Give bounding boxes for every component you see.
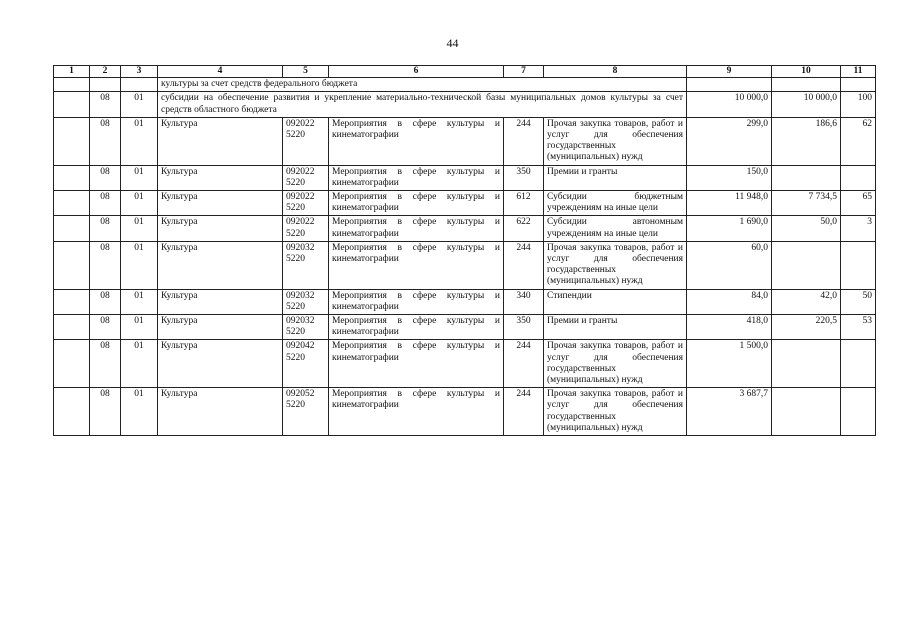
table-cell [54,388,90,436]
expense-type-code: 612 [504,191,544,216]
section-code: 08 [90,92,121,117]
target-article-code-part: 5220 [286,254,305,265]
page-number: 44 [446,36,459,50]
table-cell [121,78,158,92]
execution-percent: 50 [841,289,876,314]
execution-percent [841,340,876,388]
expense-type-name: Премии и гранты [544,165,687,190]
target-article-code-part: 5220 [286,177,305,188]
target-article-code [283,315,329,340]
target-article-code-part: 5220 [286,327,305,338]
activity-name: Мероприятия в сфере культуры и кинематографии [329,165,504,190]
table-row [54,241,876,289]
expense-type-name: Субсидии бюджетным учреждениям на иные цели [544,191,687,216]
target-article-code-part: 092052 [286,389,315,400]
planned-amount: 418,0 [687,315,772,340]
expense-type-name: Премии и гранты [544,315,687,340]
activity-name: Мероприятия в сфере культуры и кинематографии [329,191,504,216]
planned-amount: 11 948,0 [687,191,772,216]
subsection-code: 01 [121,289,158,314]
planned-amount: 299,0 [687,117,772,165]
execution-percent: 100 [841,92,876,117]
table-cell [841,78,876,92]
expense-type-code: 244 [504,388,544,436]
planned-amount: 1 500,0 [687,340,772,388]
subsection-code: 01 [121,241,158,289]
continuation-row [54,78,876,92]
target-article-code-part: 092032 [286,290,315,301]
table-row [54,340,876,388]
section-code: 08 [90,388,121,436]
executed-amount [772,388,841,436]
table-row [54,289,876,314]
expense-type-name: Прочая закупка товаров, работ и услуг для обеспечения государственных (муниципальных) нужд [544,388,687,436]
table-cell [54,92,90,117]
table-row [54,191,876,216]
expense-type-name: Прочая закупка товаров, работ и услуг для обеспечения государственных (муниципальных) нужд [544,340,687,388]
column-header: 6 [329,66,504,78]
executed-amount [772,340,841,388]
subsidy-row [54,92,876,117]
planned-amount: 3 687,7 [687,388,772,436]
target-article-code [283,340,329,388]
section-code: 08 [90,191,121,216]
table-cell [54,340,90,388]
executed-amount: 42,0 [772,289,841,314]
column-header: 1 [54,66,90,78]
section-name: Культура [158,191,283,216]
execution-percent: 65 [841,191,876,216]
target-article-code-part: 092022 [286,118,315,129]
expense-type-code: 244 [504,117,544,165]
table-cell [54,78,90,92]
target-article-code-part: 092032 [286,242,315,253]
expense-type-code: 350 [504,315,544,340]
execution-percent [841,241,876,289]
subsection-code: 01 [121,165,158,190]
section-code: 08 [90,289,121,314]
execution-percent: 53 [841,315,876,340]
section-code: 08 [90,241,121,289]
activity-name: Мероприятия в сфере культуры и кинематографии [329,117,504,165]
expense-type-code: 244 [504,241,544,289]
expense-type-name: Субсидии автономным учреждениям на иные цели [544,216,687,241]
expense-type-code: 622 [504,216,544,241]
expense-type-name: Стипендии [544,289,687,314]
column-header: 9 [687,66,772,78]
column-header: 8 [544,66,687,78]
executed-amount [772,241,841,289]
planned-amount: 10 000,0 [687,92,772,117]
activity-name: Мероприятия в сфере культуры и кинематографии [329,289,504,314]
table-cell [90,78,121,92]
continuation-text: культуры за счет средств федерального бюджета [158,78,687,92]
execution-percent: 3 [841,216,876,241]
subsidy-description: субсидии на обеспечение развития и укрепление материально-технической базы муниципальных домов культуры за счет средств областного бюджета [158,92,687,117]
target-article-code-part: 092022 [286,192,315,203]
section-name: Культура [158,216,283,241]
target-article-code-part: 092022 [286,217,315,228]
header-row [54,66,876,78]
activity-name: Мероприятия в сфере культуры и кинематографии [329,340,504,388]
planned-amount: 60,0 [687,241,772,289]
subsection-code: 01 [121,340,158,388]
planned-amount: 84,0 [687,289,772,314]
column-header: 2 [90,66,121,78]
executed-amount: 7 734,5 [772,191,841,216]
table-row [54,216,876,241]
section-code: 08 [90,340,121,388]
table-cell [54,289,90,314]
executed-amount [772,165,841,190]
target-article-code [283,388,329,436]
execution-percent [841,388,876,436]
activity-name: Мероприятия в сфере культуры и кинематографии [329,388,504,436]
target-article-code-part: 5220 [286,352,305,363]
section-name: Культура [158,117,283,165]
section-name: Культура [158,315,283,340]
expense-type-name: Прочая закупка товаров, работ и услуг для обеспечения государственных (муниципальных) нужд [544,241,687,289]
section-name: Культура [158,340,283,388]
activity-name: Мероприятия в сфере культуры и кинематографии [329,315,504,340]
section-code: 08 [90,315,121,340]
table-row [54,388,876,436]
target-article-code [283,191,329,216]
table-row [54,117,876,165]
column-header: 5 [283,66,329,78]
section-code: 08 [90,165,121,190]
target-article-code-part: 5220 [286,130,305,141]
table-cell [54,315,90,340]
expense-type-code: 244 [504,340,544,388]
subsection-code: 01 [121,388,158,436]
column-header: 4 [158,66,283,78]
table-cell [54,117,90,165]
expense-type-code: 340 [504,289,544,314]
executed-amount: 220,5 [772,315,841,340]
target-article-code-part: 5220 [286,400,305,411]
subsection-code: 01 [121,92,158,117]
executed-amount: 50,0 [772,216,841,241]
budget-table [53,65,876,436]
subsection-code: 01 [121,117,158,165]
section-name: Культура [158,241,283,289]
target-article-code-part: 5220 [286,228,305,239]
target-article-code-part: 092042 [286,341,315,352]
target-article-code-part: 5220 [286,203,305,214]
planned-amount: 150,0 [687,165,772,190]
target-article-code [283,117,329,165]
expense-type-name: Прочая закупка товаров, работ и услуг для обеспечения государственных (муниципальных) нужд [544,117,687,165]
target-article-code [283,165,329,190]
execution-percent [841,165,876,190]
section-code: 08 [90,117,121,165]
execution-percent: 62 [841,117,876,165]
target-article-code-part: 092022 [286,166,315,177]
column-header: 11 [841,66,876,78]
section-name: Культура [158,388,283,436]
table-cell [54,165,90,190]
section-name: Культура [158,289,283,314]
subsection-code: 01 [121,191,158,216]
target-article-code-part: 092032 [286,316,315,327]
section-code: 08 [90,216,121,241]
executed-amount: 10 000,0 [772,92,841,117]
table-row [54,315,876,340]
target-article-code [283,216,329,241]
table-cell [54,241,90,289]
column-header: 3 [121,66,158,78]
subsection-code: 01 [121,216,158,241]
table-cell [772,78,841,92]
executed-amount: 186,6 [772,117,841,165]
expense-type-code: 350 [504,165,544,190]
column-header: 7 [504,66,544,78]
target-article-code [283,241,329,289]
planned-amount: 1 690,0 [687,216,772,241]
section-name: Культура [158,165,283,190]
activity-name: Мероприятия в сфере культуры и кинематографии [329,241,504,289]
table-cell [687,78,772,92]
table-cell [54,191,90,216]
target-article-code [283,289,329,314]
target-article-code-part: 5220 [286,301,305,312]
column-header: 10 [772,66,841,78]
table-cell [54,216,90,241]
subsection-code: 01 [121,315,158,340]
activity-name: Мероприятия в сфере культуры и кинематографии [329,216,504,241]
table-row [54,165,876,190]
